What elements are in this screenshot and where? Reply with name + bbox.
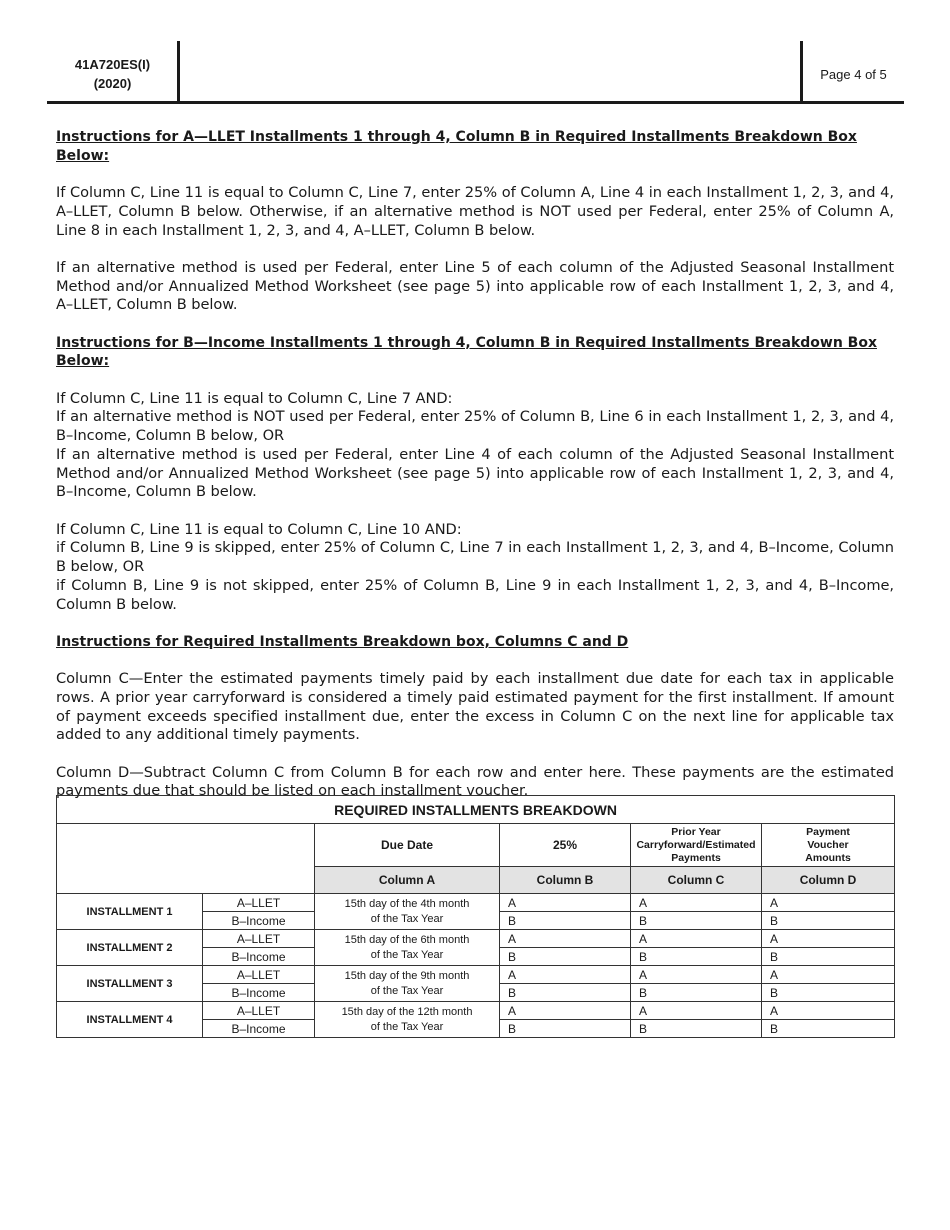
installment-4-col-b-llet[interactable]: A	[500, 1002, 631, 1020]
installment-2-due-line-1: 15th day of the 6th month	[344, 933, 470, 946]
installment-1-col-c-income[interactable]: B	[631, 912, 762, 930]
installment-3-col-b-income[interactable]: B	[500, 984, 631, 1002]
table-corner	[57, 824, 315, 894]
installment-4-income-label: B–Income	[203, 1020, 315, 1038]
installment-2-col-d-llet[interactable]: A	[762, 930, 895, 948]
column-a-label: Column A	[315, 867, 500, 894]
table-title: REQUIRED INSTALLMENTS BREAKDOWN	[57, 796, 895, 824]
column-d-label: Column D	[762, 867, 895, 894]
header-voucher-line-1: Payment	[806, 825, 850, 838]
column-b-label: Column B	[500, 867, 631, 894]
section-a-paragraph-1: If Column C, Line 11 is equal to Column C, Line 7, enter 25% of Column A, Line 4 in each Installment 1, 2, 3, and 4, A–LLET, Column B below. Otherwise, if an alternative method is NOT used per Federal, enter 25% of Column A, Line 8 in each Installment 1, 2, 3, and 4, A–LLET, Column B below.	[56, 184, 894, 239]
instructions-body	[56, 128, 894, 801]
installment-1-due-line-1: 15th day of the 4th month	[344, 897, 470, 910]
section-b-paragraph-3: If an alternative method is used per Federal, enter Line 4 of each column of the Adjusted Seasonal Installment Method and/or Annualized Method Worksheet (see page 5) into applicable row of each Installment 1, 2, 3, and 4, B–Income, Column B below.	[56, 445, 894, 501]
section-b-paragraph-5: if Column B, Line 9 is skipped, enter 25% of Column C, Line 7 in each Installment 1, 2, 3, and 4, B–Income, Column B below, OR	[56, 539, 894, 576]
installment-2-llet-label: A–LLET	[203, 930, 315, 948]
form-id: 41A720ES(I)	[74, 57, 151, 72]
installment-3-col-c-income[interactable]: B	[631, 984, 762, 1002]
section-b-paragraph-4: If Column C, Line 11 is equal to Column C, Line 10 AND:	[56, 520, 462, 538]
header-prior-year	[631, 824, 762, 867]
installment-3-col-c-llet[interactable]: A	[631, 966, 762, 984]
section-b-paragraph-2: If an alternative method is NOT used per Federal, enter 25% of Column B, Line 6 in each Installment 1, 2, 3, and 4, B–Income, Column B below, OR	[56, 408, 894, 445]
installment-4-col-d-llet[interactable]: A	[762, 1002, 895, 1020]
required-installments-table	[56, 795, 895, 1038]
installment-4-llet-label: A–LLET	[203, 1002, 315, 1020]
installment-4-row-a	[57, 1002, 895, 1020]
installment-1-llet-label: A–LLET	[203, 894, 315, 912]
installment-2-col-c-income[interactable]: B	[631, 948, 762, 966]
section-a-heading: Instructions for A—LLET Installments 1 through 4, Column B in Required Installments Breakdown Box Below:	[56, 129, 857, 164]
installment-2-col-b-llet[interactable]: A	[500, 930, 631, 948]
installment-1-due-date	[315, 894, 500, 930]
header-due-date: Due Date	[315, 824, 500, 867]
installment-3-label: INSTALLMENT 3	[57, 966, 203, 1002]
section-b-paragraph-1: If Column C, Line 11 is equal to Column C, Line 7 AND:	[56, 389, 453, 407]
installment-1-col-d-llet[interactable]: A	[762, 894, 895, 912]
installment-1-col-b-llet[interactable]: A	[500, 894, 631, 912]
column-c-label: Column C	[631, 867, 762, 894]
installment-3-llet-label: A–LLET	[203, 966, 315, 984]
header-voucher-line-3: Amounts	[805, 851, 851, 864]
installment-1-due-line-2: of the Tax Year	[370, 912, 444, 925]
section-b-heading: Instructions for B—Income Installments 1 through 4, Column B in Required Installments Breakdown Box Below:	[56, 334, 878, 370]
installment-3-col-b-llet[interactable]: A	[500, 966, 631, 984]
installment-4-due-line-2: of the Tax Year	[370, 1020, 444, 1033]
installment-4-label: INSTALLMENT 4	[57, 1002, 203, 1038]
installment-3-income-label: B–Income	[203, 984, 315, 1002]
installment-3-due-line-1: 15th day of the 9th month	[344, 969, 470, 982]
installment-3-due-line-2: of the Tax Year	[370, 984, 444, 997]
form-id-block	[47, 55, 178, 93]
installment-3-due-date	[315, 966, 500, 1002]
installment-2-income-label: B–Income	[203, 948, 315, 966]
section-a-paragraph-2: If an alternative method is used per Federal, enter Line 5 of each column of the Adjusted Seasonal Installment Method and/or Annualized Method Worksheet (see page 5) into applicable row of each Installment 1, 2, 3, and 4, A–LLET, Column B below.	[56, 258, 894, 314]
section-c-paragraph-1: Column C—Enter the estimated payments timely paid by each installment due date for each tax in applicable rows. A prior year carryforward is considered a timely paid estimated payment for the first installment. If amount of payment exceeds specified installment due, enter the excess in Column C on the next line for applicable tax added to any additional timely payments.	[56, 670, 894, 744]
installment-4-due-line-1: 15th day of the 12th month	[341, 1005, 473, 1018]
installment-4-col-b-income[interactable]: B	[500, 1020, 631, 1038]
page-number: Page 4 of 5	[820, 67, 887, 82]
installment-1-income-label: B–Income	[203, 912, 315, 930]
installment-4-col-c-llet[interactable]: A	[631, 1002, 762, 1020]
section-c-heading: Instructions for Required Installments Breakdown box, Columns C and D	[56, 633, 629, 650]
installment-3-col-d-llet[interactable]: A	[762, 966, 895, 984]
header-25-percent: 25%	[500, 824, 631, 867]
installment-1-col-d-income[interactable]: B	[762, 912, 895, 930]
section-c-paragraph-2: Column D—Subtract Column C from Column B for each row and enter here. These payments are the estimated payments due that should be listed on each installment voucher.	[56, 763, 894, 800]
installment-2-due-date	[315, 930, 500, 966]
installment-4-due-date	[315, 1002, 500, 1038]
installment-2-row-a	[57, 930, 895, 948]
header-prior-year-line-1: Prior Year	[671, 825, 721, 838]
installment-1-row-a	[57, 894, 895, 912]
header-payment-voucher	[762, 824, 895, 867]
header-prior-year-line-2: Carryforward/Estimated	[636, 838, 756, 851]
header-voucher-line-2: Voucher	[807, 838, 849, 851]
installment-1-col-b-income[interactable]: B	[500, 912, 631, 930]
form-year: (2020)	[93, 76, 132, 91]
installment-2-col-b-income[interactable]: B	[500, 948, 631, 966]
installment-4-col-d-income[interactable]: B	[762, 1020, 895, 1038]
installment-1-label: INSTALLMENT 1	[57, 894, 203, 930]
header-prior-year-line-3: Payments	[671, 851, 721, 864]
installment-4-col-c-income[interactable]: B	[631, 1020, 762, 1038]
installment-3-row-a	[57, 966, 895, 984]
installment-2-col-c-llet[interactable]: A	[631, 930, 762, 948]
installment-2-due-line-2: of the Tax Year	[370, 948, 444, 961]
header-underline	[47, 101, 904, 104]
installment-3-col-d-income[interactable]: B	[762, 984, 895, 1002]
installment-1-col-c-llet[interactable]: A	[631, 894, 762, 912]
installment-2-label: INSTALLMENT 2	[57, 930, 203, 966]
section-b-paragraph-6: if Column B, Line 9 is not skipped, enter 25% of Column B, Line 9 in each Installment 1, 2, 3, and 4, B–Income, Column B below.	[56, 576, 894, 613]
installment-2-col-d-income[interactable]: B	[762, 948, 895, 966]
